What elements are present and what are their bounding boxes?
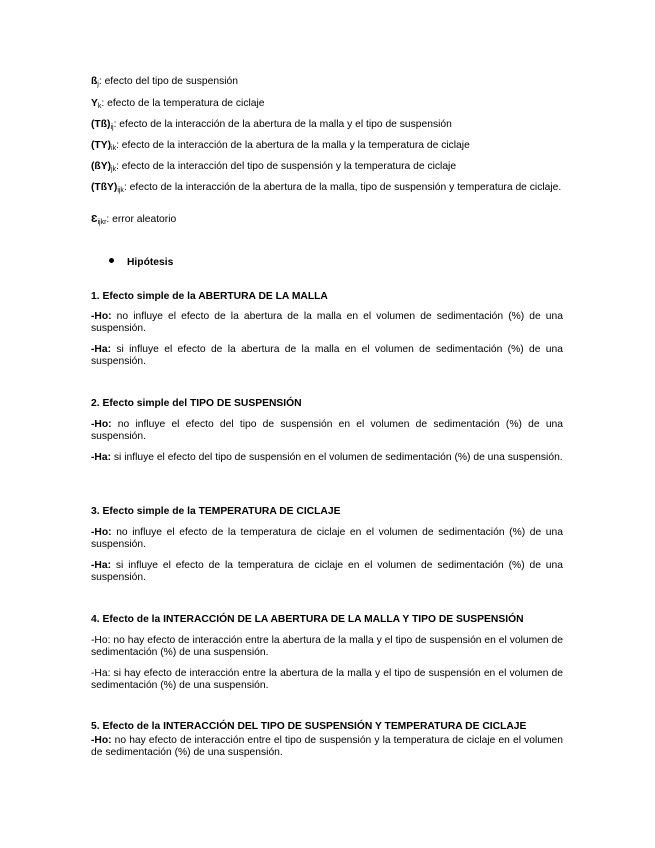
hypothesis-bullet — [109, 257, 173, 269]
section-4-ha: -Ha: si hay efecto de interacción entre la abertura de la malla y el tipo de suspensión en el volumen de sedimentación (%) de una suspensión. — [91, 668, 563, 691]
section-2-ha: -Ha: si influye el efecto del tipo de suspensión en el volumen de sedimentación (%) de una suspensión. — [91, 452, 563, 463]
term-error: $Ɛ_{ijkr}$: error aleatorio — [91, 214, 177, 226]
section-5-ho: -Ho: no hay efecto de interacción entre el tipo de suspensión y la temperatura de ciclaje en el volumen de sedimentación (%) de una suspensión. — [91, 735, 563, 758]
section-3-ho: -Ho: no influye el efecto de la temperatura de ciclaje en el volumen de sedimentación (%) de una suspensión. — [91, 527, 563, 550]
section-1-ho: -Ho: no influye el efecto de la abertura de la malla en el volumen de sedimentación (%) de una suspensión. — [91, 311, 563, 334]
section-3-ha: -Ha: si influye el efecto de la temperatura de ciclaje en el volumen de sedimentación (%) de una suspensión. — [91, 560, 563, 583]
term-t-gamma: $(TY)_{ik}$: efecto de la interacción de la abertura de la malla y la temperatura de ciclaje — [91, 140, 470, 152]
term-t-beta: $(Tß)_{ij}$: efecto de la interacción de la abertura de la malla y el tipo de suspensión — [91, 119, 452, 131]
section-1-title: 1. Efecto simple de la ABERTURA DE LA MALLA — [91, 291, 328, 302]
term-beta-gamma: $(ßY)_{jk}$: efecto de la interacción del tipo de suspensión y la temperatura de ciclaje — [91, 161, 457, 173]
section-5-title: 5. Efecto de la INTERACCIÓN DEL TIPO DE SUSPENSIÓN Y TEMPERATURA DE CICLAJE — [91, 721, 527, 732]
hypothesis-heading: Hipótesis — [127, 257, 174, 268]
bullet-icon — [109, 258, 114, 263]
term-t-beta-gamma: $(TßY)_{ijk}$: efecto de la interacción de la abertura de la malla, tipo de suspensión y temperatura de ciclaje. — [91, 182, 562, 194]
section-2-ho: -Ho: no influye el efecto del tipo de suspensión en el volumen de sedimentación (%) de una suspensión. — [91, 419, 563, 442]
section-4-title: 4. Efecto de la INTERACCIÓN DE LA ABERTURA DE LA MALLA Y TIPO DE SUSPENSIÓN — [91, 614, 524, 625]
term-beta: $ß_j$: efecto del tipo de suspensión — [91, 76, 238, 88]
section-3-title: 3. Efecto simple de la TEMPERATURA DE CICLAJE — [91, 506, 341, 517]
term-gamma: $Y_k$: efecto de la temperatura de ciclaje — [91, 98, 265, 110]
section-1-ha: -Ha: si influye el efecto de la abertura de la malla en el volumen de sedimentación (%) de una suspensión. — [91, 344, 563, 367]
section-2-title: 2. Efecto simple del TIPO DE SUSPENSIÓN — [91, 398, 302, 409]
section-4-ho: -Ho: no hay efecto de interacción entre la abertura de la malla y el tipo de suspensión en el volumen de sedimentación (%) de una suspensión. — [91, 635, 563, 658]
